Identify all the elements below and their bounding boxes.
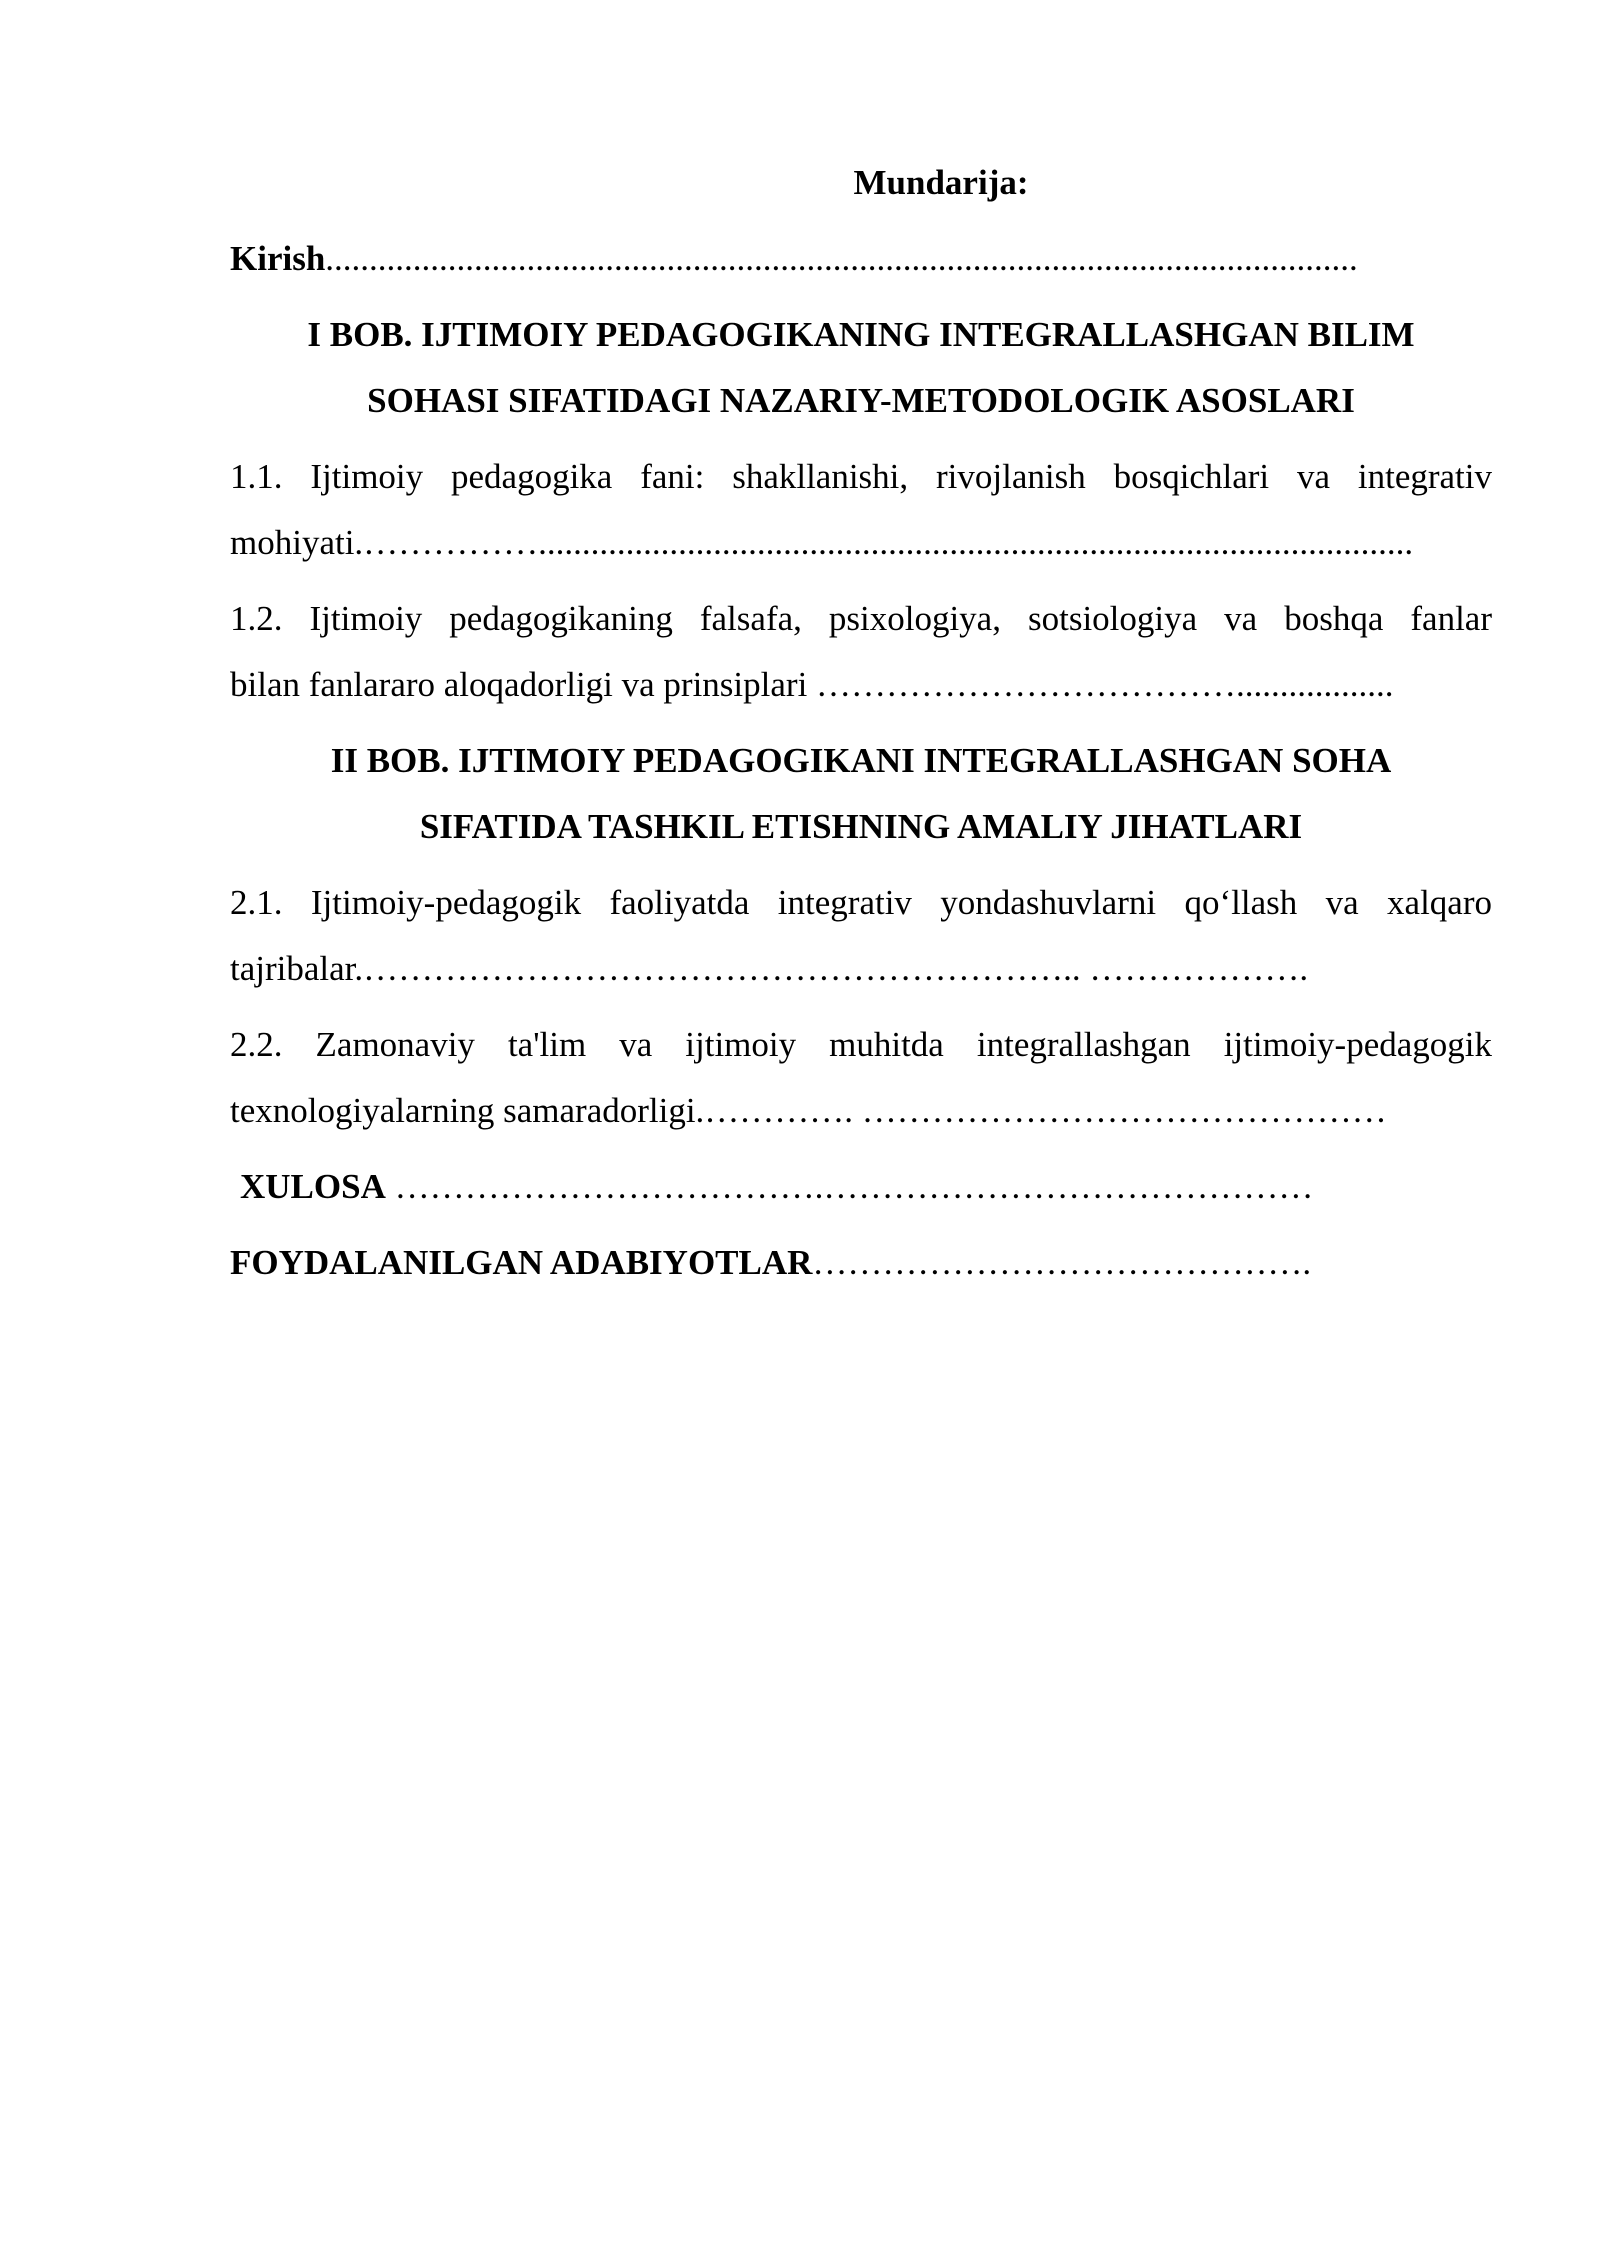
toc-references-label: FOYDALANILGAN ADABIYOTLAR [230,1243,813,1282]
document-page [230,150,1492,1306]
page-title: Mundarija: [853,163,1029,202]
toc-entry-2-2 [230,1012,1492,1144]
toc-entry-1-2 [230,586,1492,718]
toc-entry-2-1 [230,870,1492,1002]
toc-chapter-2-line-2: SIFATIDA TASHKIL ETISHNING AMALIY JIHATLARI [419,807,1303,846]
toc-entry-1-1 [230,444,1492,576]
toc-chapter-2-heading [230,728,1492,860]
toc-intro-label: Kirish [230,239,326,278]
toc-entry-intro [230,226,1492,292]
toc-entry-1-2-line-1: 1.2. Ijtimoiy pedagogikaning falsafa, psixologiya, sotsiologiya va boshqa fanlar [230,599,1492,638]
toc-entry-1-2-line-2: bilan fanlararo aloqadorligi va prinsiplari ……………………………….................. [230,665,1394,704]
toc-entry-2-1-line-1: 2.1. Ijtimoiy-pedagogik faoliyatda integrativ yondashuvlarni qo‘llash va xalqaro [230,883,1492,922]
toc-chapter-1-line-2: SOHASI SIFATIDAGI NAZARIY-METODOLOGIK ASOSLARI [367,381,1355,420]
toc-entry-1-1-line-1: 1.1. Ijtimoiy pedagogika fani: shakllanishi, rivojlanish bosqichlari va integrativ [230,457,1492,496]
toc-entry-2-1-line-2: tajribalar.…………………………………………………….. ………………. [230,949,1309,988]
toc-chapter-2-line-1: II BOB. IJTIMOIY PEDAGOGIKANI INTEGRALLASHGAN SOHA [330,741,1392,780]
toc-conclusion-leader: ……………………………….…………………………………… [385,1167,1314,1206]
toc-entry-2-2-line-2: texnologiyalarning samaradorligi.…………. ……………………………………… [230,1091,1387,1130]
toc-chapter-1-heading [230,302,1492,434]
toc-entry-references [230,1230,1492,1296]
toc-chapter-1-line-1: I BOB. IJTIMOIY PEDAGOGIKANING INTEGRALLASHGAN BILIM [307,315,1415,354]
toc-entry-conclusion [230,1154,1492,1220]
toc-conclusion-label: XULOSA [240,1167,386,1206]
toc-entry-1-1-line-2: mohiyati.…………….................................................................................................... [230,523,1414,562]
toc-references-leader: ……………………………………. [812,1243,1312,1282]
toc-entry-2-2-line-1: 2.2. Zamonaviy ta'lim va ijtimoiy muhitda integrallashgan ijtimoiy-pedagogik [230,1025,1492,1064]
toc-intro-leader: ...................................................................................................................... [325,239,1358,278]
